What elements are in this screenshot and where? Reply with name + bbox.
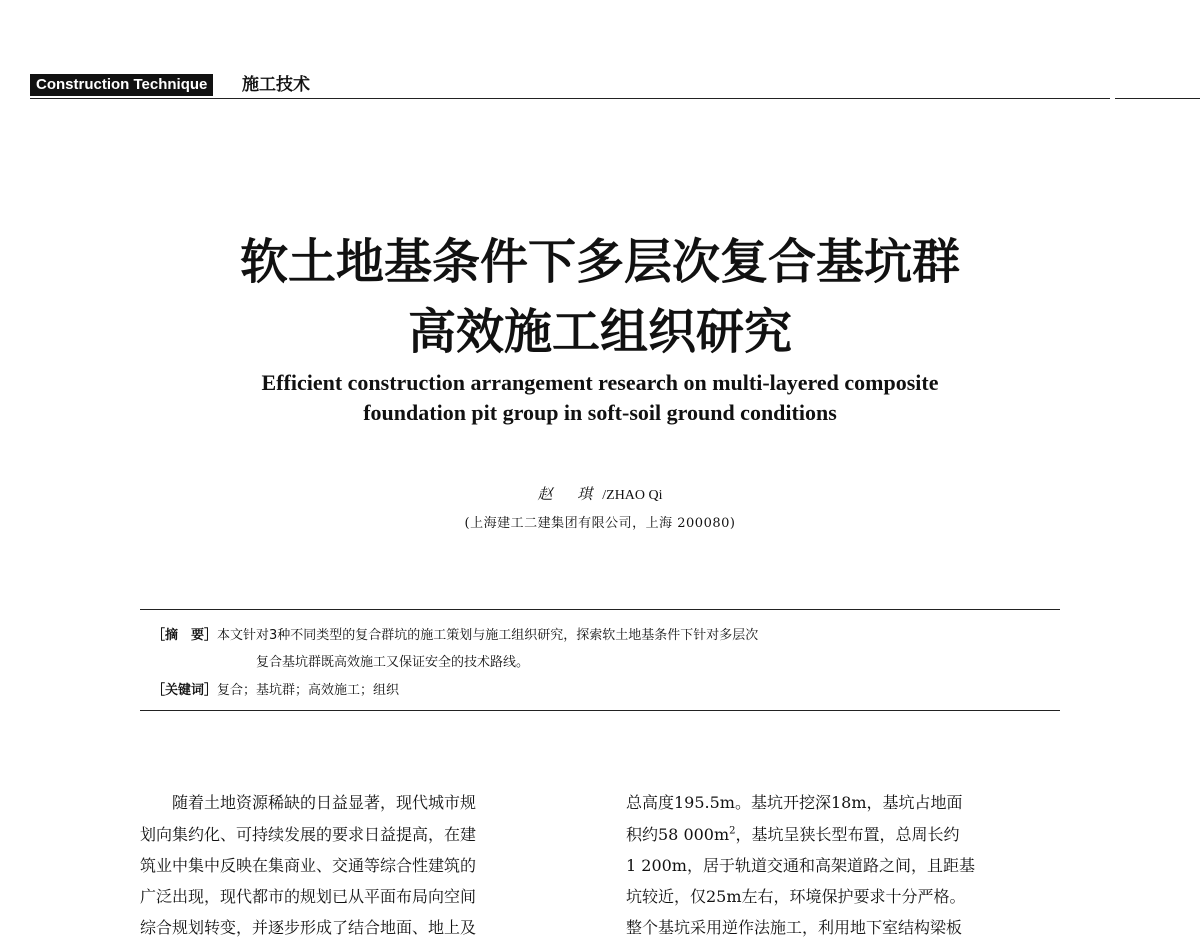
body-left-line-5: 综合规划转变，并逐步形成了结合地面、地上及 — [140, 918, 477, 937]
abstract-text-1: 本文针对3种不同类型的复合群坑的施工策划与施工组织研究，探索软土地基条件下针对多层次 — [217, 628, 759, 643]
abstract-rule-top — [140, 609, 1060, 610]
abstract-line-1 — [152, 626, 758, 646]
abstract-rule-bottom — [140, 710, 1060, 711]
body-right-line-2 — [626, 824, 960, 846]
abstract-line-2: 复合基坑群既高效施工又保证安全的技术路线。 — [256, 655, 530, 670]
body-left-line-3: 筑业中集中反映在集商业、交通等综合性建筑的 — [140, 856, 477, 875]
running-header — [30, 74, 1170, 100]
title-cn-line2: 高效施工组织研究 — [407, 304, 792, 360]
author-name-cn: 赵 琪 — [537, 485, 603, 503]
body-right-line-4: 坑较近，仅25m左右，环境保护要求十分严格。 — [626, 887, 966, 906]
journal-name-cn: 施工技术 — [242, 75, 310, 95]
body-right-line-2b: ，基坑呈狭长型布置，总周长约 — [735, 825, 960, 844]
body-left-line-1: 随着土地资源稀缺的日益显著，现代城市规 — [172, 793, 477, 812]
body-right-line-3: 1 200m，居于轨道交通和高架道路之间，且距基 — [626, 856, 975, 875]
header-rule-right — [1115, 98, 1200, 99]
header-rule — [30, 98, 1110, 99]
body-left-line-4: 广泛出现，现代都市的规划已从平面布局向空间 — [140, 887, 477, 906]
author-affiliation: (上海建工二建集团有限公司，上海 200080) — [464, 516, 736, 531]
author — [0, 484, 1200, 506]
title-en-line2: foundation pit group in soft-soil ground conditions — [363, 400, 837, 425]
body-right-line-2a: 积约58 000m — [626, 825, 730, 844]
body-right-line-5: 整个基坑采用逆作法施工，利用地下室结构梁板 — [626, 918, 963, 937]
keywords-label: ［关键词］ — [152, 683, 218, 698]
superscript-2: 2 — [729, 825, 736, 837]
abstract-label: ［摘 要］ — [152, 628, 218, 643]
body-left-line-2: 划向集约化、可持续发展的要求日益提高，在建 — [140, 825, 477, 844]
journal-name-en: Construction Technique — [30, 74, 213, 96]
body-right-line-1: 总高度195.5m。基坑开挖深18m，基坑占地面 — [626, 793, 963, 812]
keywords-line — [152, 681, 399, 701]
author-name-en: /ZHAO Qi — [602, 488, 663, 503]
title-cn-line1: 软土地基条件下多层次复合基坑群 — [239, 234, 960, 290]
keywords-text: 复合；基坑群；高效施工；组织 — [217, 683, 400, 698]
title-en-line1: Efficient construction arrangement research on multi-layered composite — [261, 370, 939, 395]
